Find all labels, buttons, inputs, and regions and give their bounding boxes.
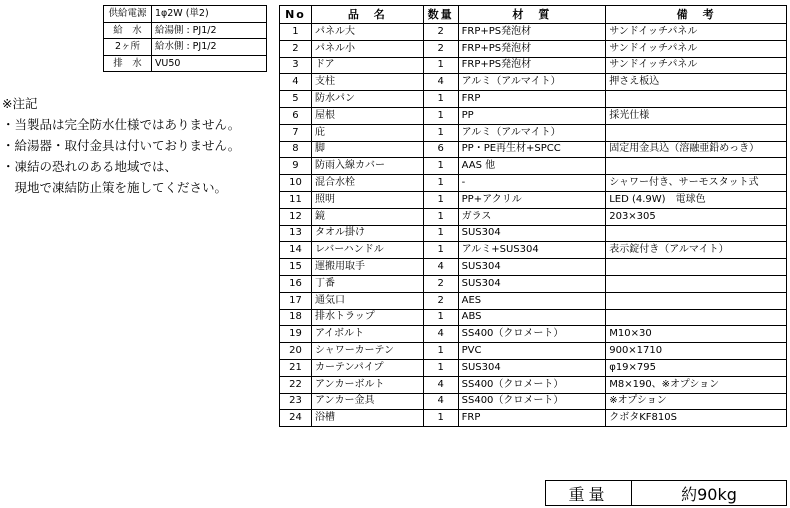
part-material: アルミ（アルマイト）	[458, 124, 606, 141]
part-no: 14	[280, 242, 312, 259]
part-remarks: M8×190、※オプション	[606, 376, 787, 393]
part-name: 防雨入線カバー	[311, 158, 423, 175]
part-material: SS400（クロメート）	[458, 376, 606, 393]
part-no: 17	[280, 292, 312, 309]
part-remarks: ※オプション	[606, 393, 787, 410]
part-qty: 4	[423, 376, 458, 393]
part-no: 10	[280, 175, 312, 192]
table-row	[280, 359, 787, 376]
part-qty: 4	[423, 259, 458, 276]
part-remarks: サンドイッチパネル	[606, 40, 787, 57]
part-material: アルミ（アルマイト）	[458, 74, 606, 91]
part-name: 脚	[311, 141, 423, 158]
part-no: 13	[280, 225, 312, 242]
part-qty: 1	[423, 57, 458, 74]
part-no: 24	[280, 410, 312, 427]
part-remarks: 900×1710	[606, 343, 787, 360]
table-row	[280, 292, 787, 309]
table-row	[280, 410, 787, 427]
table-row	[280, 24, 787, 41]
utility-row	[104, 55, 267, 72]
part-no: 8	[280, 141, 312, 158]
part-name: 庇	[311, 124, 423, 141]
table-row	[280, 141, 787, 158]
part-remarks	[606, 275, 787, 292]
table-row	[280, 242, 787, 259]
part-no: 2	[280, 40, 312, 57]
part-name: アイボルト	[311, 326, 423, 343]
table-row	[280, 74, 787, 91]
part-material: アルミ+SUS304	[458, 242, 606, 259]
part-no: 1	[280, 24, 312, 41]
part-remarks: φ19×795	[606, 359, 787, 376]
header-no: No	[280, 6, 312, 24]
part-remarks	[606, 124, 787, 141]
part-no: 5	[280, 91, 312, 108]
parts-list-table	[279, 5, 787, 427]
part-name: 屋根	[311, 107, 423, 124]
table-row	[280, 107, 787, 124]
part-material: PP+アクリル	[458, 191, 606, 208]
header-qty: 数量	[423, 6, 458, 24]
part-no: 21	[280, 359, 312, 376]
part-qty: 6	[423, 141, 458, 158]
part-material: SS400（クロメート）	[458, 326, 606, 343]
part-no: 19	[280, 326, 312, 343]
part-remarks: 203×305	[606, 208, 787, 225]
table-row	[280, 326, 787, 343]
part-qty: 4	[423, 393, 458, 410]
utility-spec-table	[103, 5, 267, 72]
part-name: レバーハンドル	[311, 242, 423, 259]
utility-value: VU50	[151, 55, 266, 72]
note-item: ・当製品は完全防水仕様ではありません。	[2, 117, 241, 132]
utility-value: 1φ2W (単2)	[151, 6, 266, 23]
part-qty: 4	[423, 74, 458, 91]
part-remarks: サンドイッチパネル	[606, 57, 787, 74]
utility-label: 排 水	[104, 55, 152, 72]
table-row	[280, 208, 787, 225]
table-row	[280, 91, 787, 108]
part-material: AAS 他	[458, 158, 606, 175]
table-row	[280, 57, 787, 74]
part-qty: 1	[423, 208, 458, 225]
part-remarks: 押さえ板込	[606, 74, 787, 91]
part-name: 照明	[311, 191, 423, 208]
part-qty: 4	[423, 326, 458, 343]
part-material: FRP+PS発泡材	[458, 40, 606, 57]
part-material: ABS	[458, 309, 606, 326]
utility-label: 給 水	[104, 22, 152, 39]
part-no: 22	[280, 376, 312, 393]
notes	[2, 93, 240, 198]
part-qty: 2	[423, 40, 458, 57]
part-qty: 1	[423, 343, 458, 360]
part-material: FRP	[458, 91, 606, 108]
table-row	[280, 393, 787, 410]
part-no: 16	[280, 275, 312, 292]
header-remarks: 備 考	[606, 6, 787, 24]
part-no: 12	[280, 208, 312, 225]
part-remarks	[606, 259, 787, 276]
part-name: 混合水栓	[311, 175, 423, 192]
notes-title: ※注記	[2, 96, 38, 111]
part-name: アンカーボルト	[311, 376, 423, 393]
part-no: 3	[280, 57, 312, 74]
part-no: 4	[280, 74, 312, 91]
part-remarks: 採光仕様	[606, 107, 787, 124]
part-material: PP・PE再生材+SPCC	[458, 141, 606, 158]
weight-label: 重量	[546, 481, 632, 505]
part-qty: 1	[423, 91, 458, 108]
part-name: シャワーカーテン	[311, 343, 423, 360]
part-qty: 2	[423, 292, 458, 309]
part-no: 7	[280, 124, 312, 141]
part-remarks	[606, 292, 787, 309]
part-material: SUS304	[458, 359, 606, 376]
part-qty: 1	[423, 124, 458, 141]
table-row	[280, 343, 787, 360]
part-remarks	[606, 225, 787, 242]
table-row	[280, 225, 787, 242]
part-qty: 1	[423, 158, 458, 175]
part-qty: 1	[423, 410, 458, 427]
part-remarks	[606, 309, 787, 326]
part-material: FRP+PS発泡材	[458, 24, 606, 41]
part-qty: 1	[423, 309, 458, 326]
part-no: 6	[280, 107, 312, 124]
part-no: 20	[280, 343, 312, 360]
header-name: 品 名	[311, 6, 423, 24]
utility-label: 2ヶ所	[104, 39, 152, 56]
note-item: ・給湯器・取付金具は付いておりません。	[2, 138, 241, 153]
part-remarks: サンドイッチパネル	[606, 24, 787, 41]
part-qty: 1	[423, 107, 458, 124]
part-material: SUS304	[458, 225, 606, 242]
part-material: SUS304	[458, 275, 606, 292]
table-row	[280, 275, 787, 292]
header-material: 材 質	[458, 6, 606, 24]
table-row	[280, 376, 787, 393]
part-qty: 2	[423, 275, 458, 292]
part-remarks	[606, 158, 787, 175]
weight-box	[545, 480, 787, 506]
part-material: -	[458, 175, 606, 192]
utility-value: 給水側 : PJ1/2	[151, 39, 266, 56]
utility-row	[104, 22, 267, 39]
part-qty: 1	[423, 225, 458, 242]
part-name: 鏡	[311, 208, 423, 225]
note-item: ・凍結の恐れのある地域では、	[2, 159, 178, 174]
part-material: SS400（クロメート）	[458, 393, 606, 410]
part-name: 浴槽	[311, 410, 423, 427]
part-name: 支柱	[311, 74, 423, 91]
table-row	[280, 158, 787, 175]
part-remarks	[606, 91, 787, 108]
part-material: PP	[458, 107, 606, 124]
part-name: 排水トラップ	[311, 309, 423, 326]
part-no: 18	[280, 309, 312, 326]
part-material: ガラス	[458, 208, 606, 225]
part-remarks: クボタKF810S	[606, 410, 787, 427]
part-material: AES	[458, 292, 606, 309]
part-qty: 1	[423, 191, 458, 208]
part-name: 防水パン	[311, 91, 423, 108]
part-no: 11	[280, 191, 312, 208]
part-remarks: 表示錠付き（アルマイト）	[606, 242, 787, 259]
part-name: ドア	[311, 57, 423, 74]
part-name: 丁番	[311, 275, 423, 292]
part-name: 通気口	[311, 292, 423, 309]
table-row	[280, 191, 787, 208]
part-qty: 2	[423, 24, 458, 41]
part-name: パネル小	[311, 40, 423, 57]
part-material: FRP	[458, 410, 606, 427]
part-remarks: M10×30	[606, 326, 787, 343]
part-remarks: 固定用金具込（溶融亜鉛めっき）	[606, 141, 787, 158]
weight-value: 約90kg	[681, 484, 737, 504]
part-name: カーテンパイプ	[311, 359, 423, 376]
utility-row	[104, 39, 267, 56]
part-material: PVC	[458, 343, 606, 360]
part-remarks: LED (4.9W) 電球色	[606, 191, 787, 208]
part-qty: 1	[423, 359, 458, 376]
table-row	[280, 175, 787, 192]
part-material: SUS304	[458, 259, 606, 276]
part-remarks: シャワー付き、サーモスタット式	[606, 175, 787, 192]
part-no: 15	[280, 259, 312, 276]
part-qty: 1	[423, 242, 458, 259]
table-row	[280, 40, 787, 57]
utility-row	[104, 6, 267, 23]
part-no: 23	[280, 393, 312, 410]
part-name: 運搬用取手	[311, 259, 423, 276]
part-name: アンカー金具	[311, 393, 423, 410]
utility-label: 供給電源	[104, 6, 152, 23]
part-qty: 1	[423, 175, 458, 192]
note-item: 現地で凍結防止策を施してください。	[2, 180, 228, 195]
table-row	[280, 124, 787, 141]
table-header-row	[280, 6, 787, 24]
utility-value: 給湯側 : PJ1/2	[151, 22, 266, 39]
part-name: タオル掛け	[311, 225, 423, 242]
part-name: パネル大	[311, 24, 423, 41]
table-row	[280, 259, 787, 276]
part-no: 9	[280, 158, 312, 175]
part-material: FRP+PS発泡材	[458, 57, 606, 74]
table-row	[280, 309, 787, 326]
